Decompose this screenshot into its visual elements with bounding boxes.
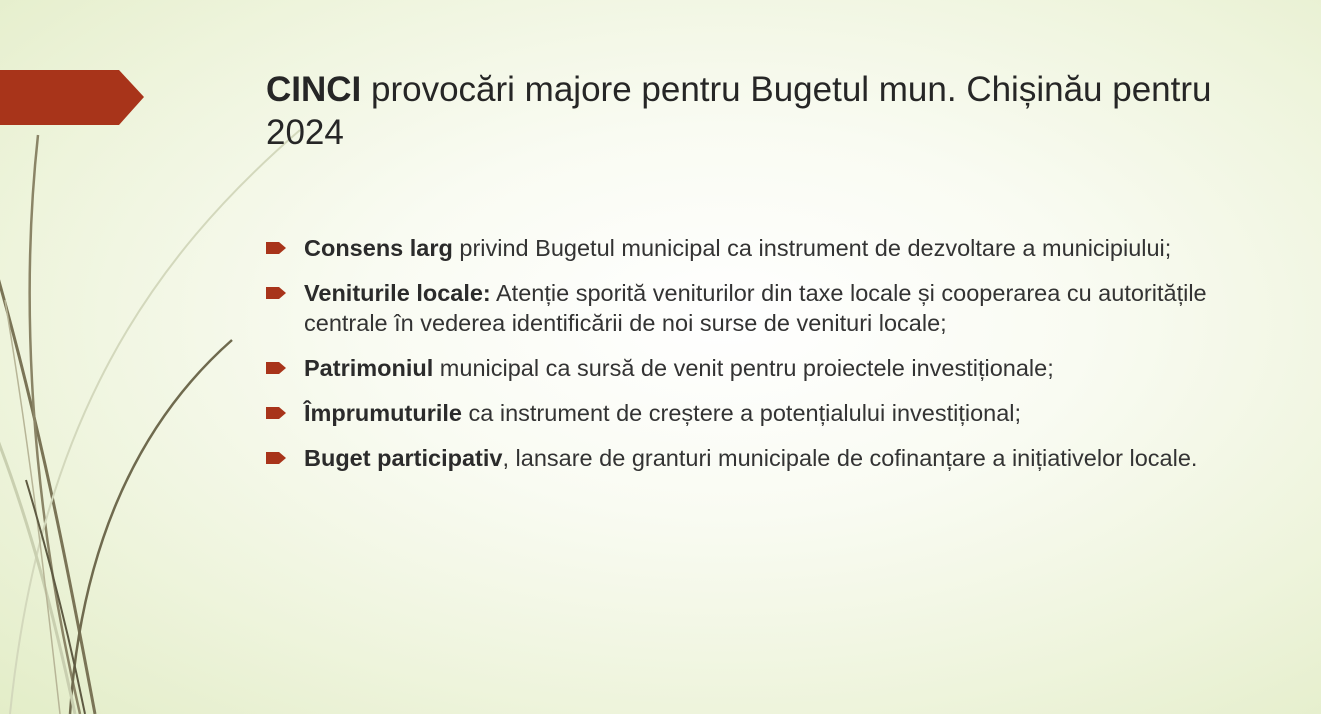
bullet-text: , lansare de granturi municipale de cofinanțare a inițiativelor locale. — [502, 445, 1198, 471]
bullet-bold: Consens larg — [304, 235, 453, 261]
list-item — [266, 353, 1256, 383]
list-item — [266, 278, 1256, 338]
title-accent-tab — [0, 0, 150, 200]
bullet-bold: Împrumuturile — [304, 400, 462, 426]
bullet-text: ca instrument de creștere a potențialului investițional; — [461, 400, 1022, 426]
list-item — [266, 443, 1256, 473]
arrow-bullet-icon — [266, 242, 286, 254]
arrow-bullet-icon — [266, 287, 286, 299]
bullet-bold: Patrimoniul — [304, 355, 434, 381]
bullet-text: privind Bugetul municipal ca instrument de dezvoltare a municipiului; — [452, 235, 1172, 261]
page-title — [266, 68, 1266, 154]
title-bold: CINCI — [266, 70, 362, 109]
arrow-bullet-icon — [266, 362, 286, 374]
arrow-bullet-icon — [266, 407, 286, 419]
arrow-bullet-icon — [266, 452, 286, 464]
bullet-bold: Buget participativ — [304, 445, 503, 471]
title-rest: provocări majore pentru Bugetul mun. Chișinău pentru 2024 — [266, 70, 1212, 152]
bullet-text: municipal ca sursă de venit pentru proiectele investiționale; — [433, 355, 1054, 381]
bullet-list — [266, 233, 1256, 488]
bullet-text: Atenție sporită veniturilor din taxe locale și cooperarea cu autoritățile centrale în vederea identificării de noi surse de venituri locale; — [304, 280, 1207, 336]
list-item — [266, 398, 1256, 428]
list-item — [266, 233, 1256, 263]
bullet-bold: Veniturile locale: — [304, 280, 491, 306]
